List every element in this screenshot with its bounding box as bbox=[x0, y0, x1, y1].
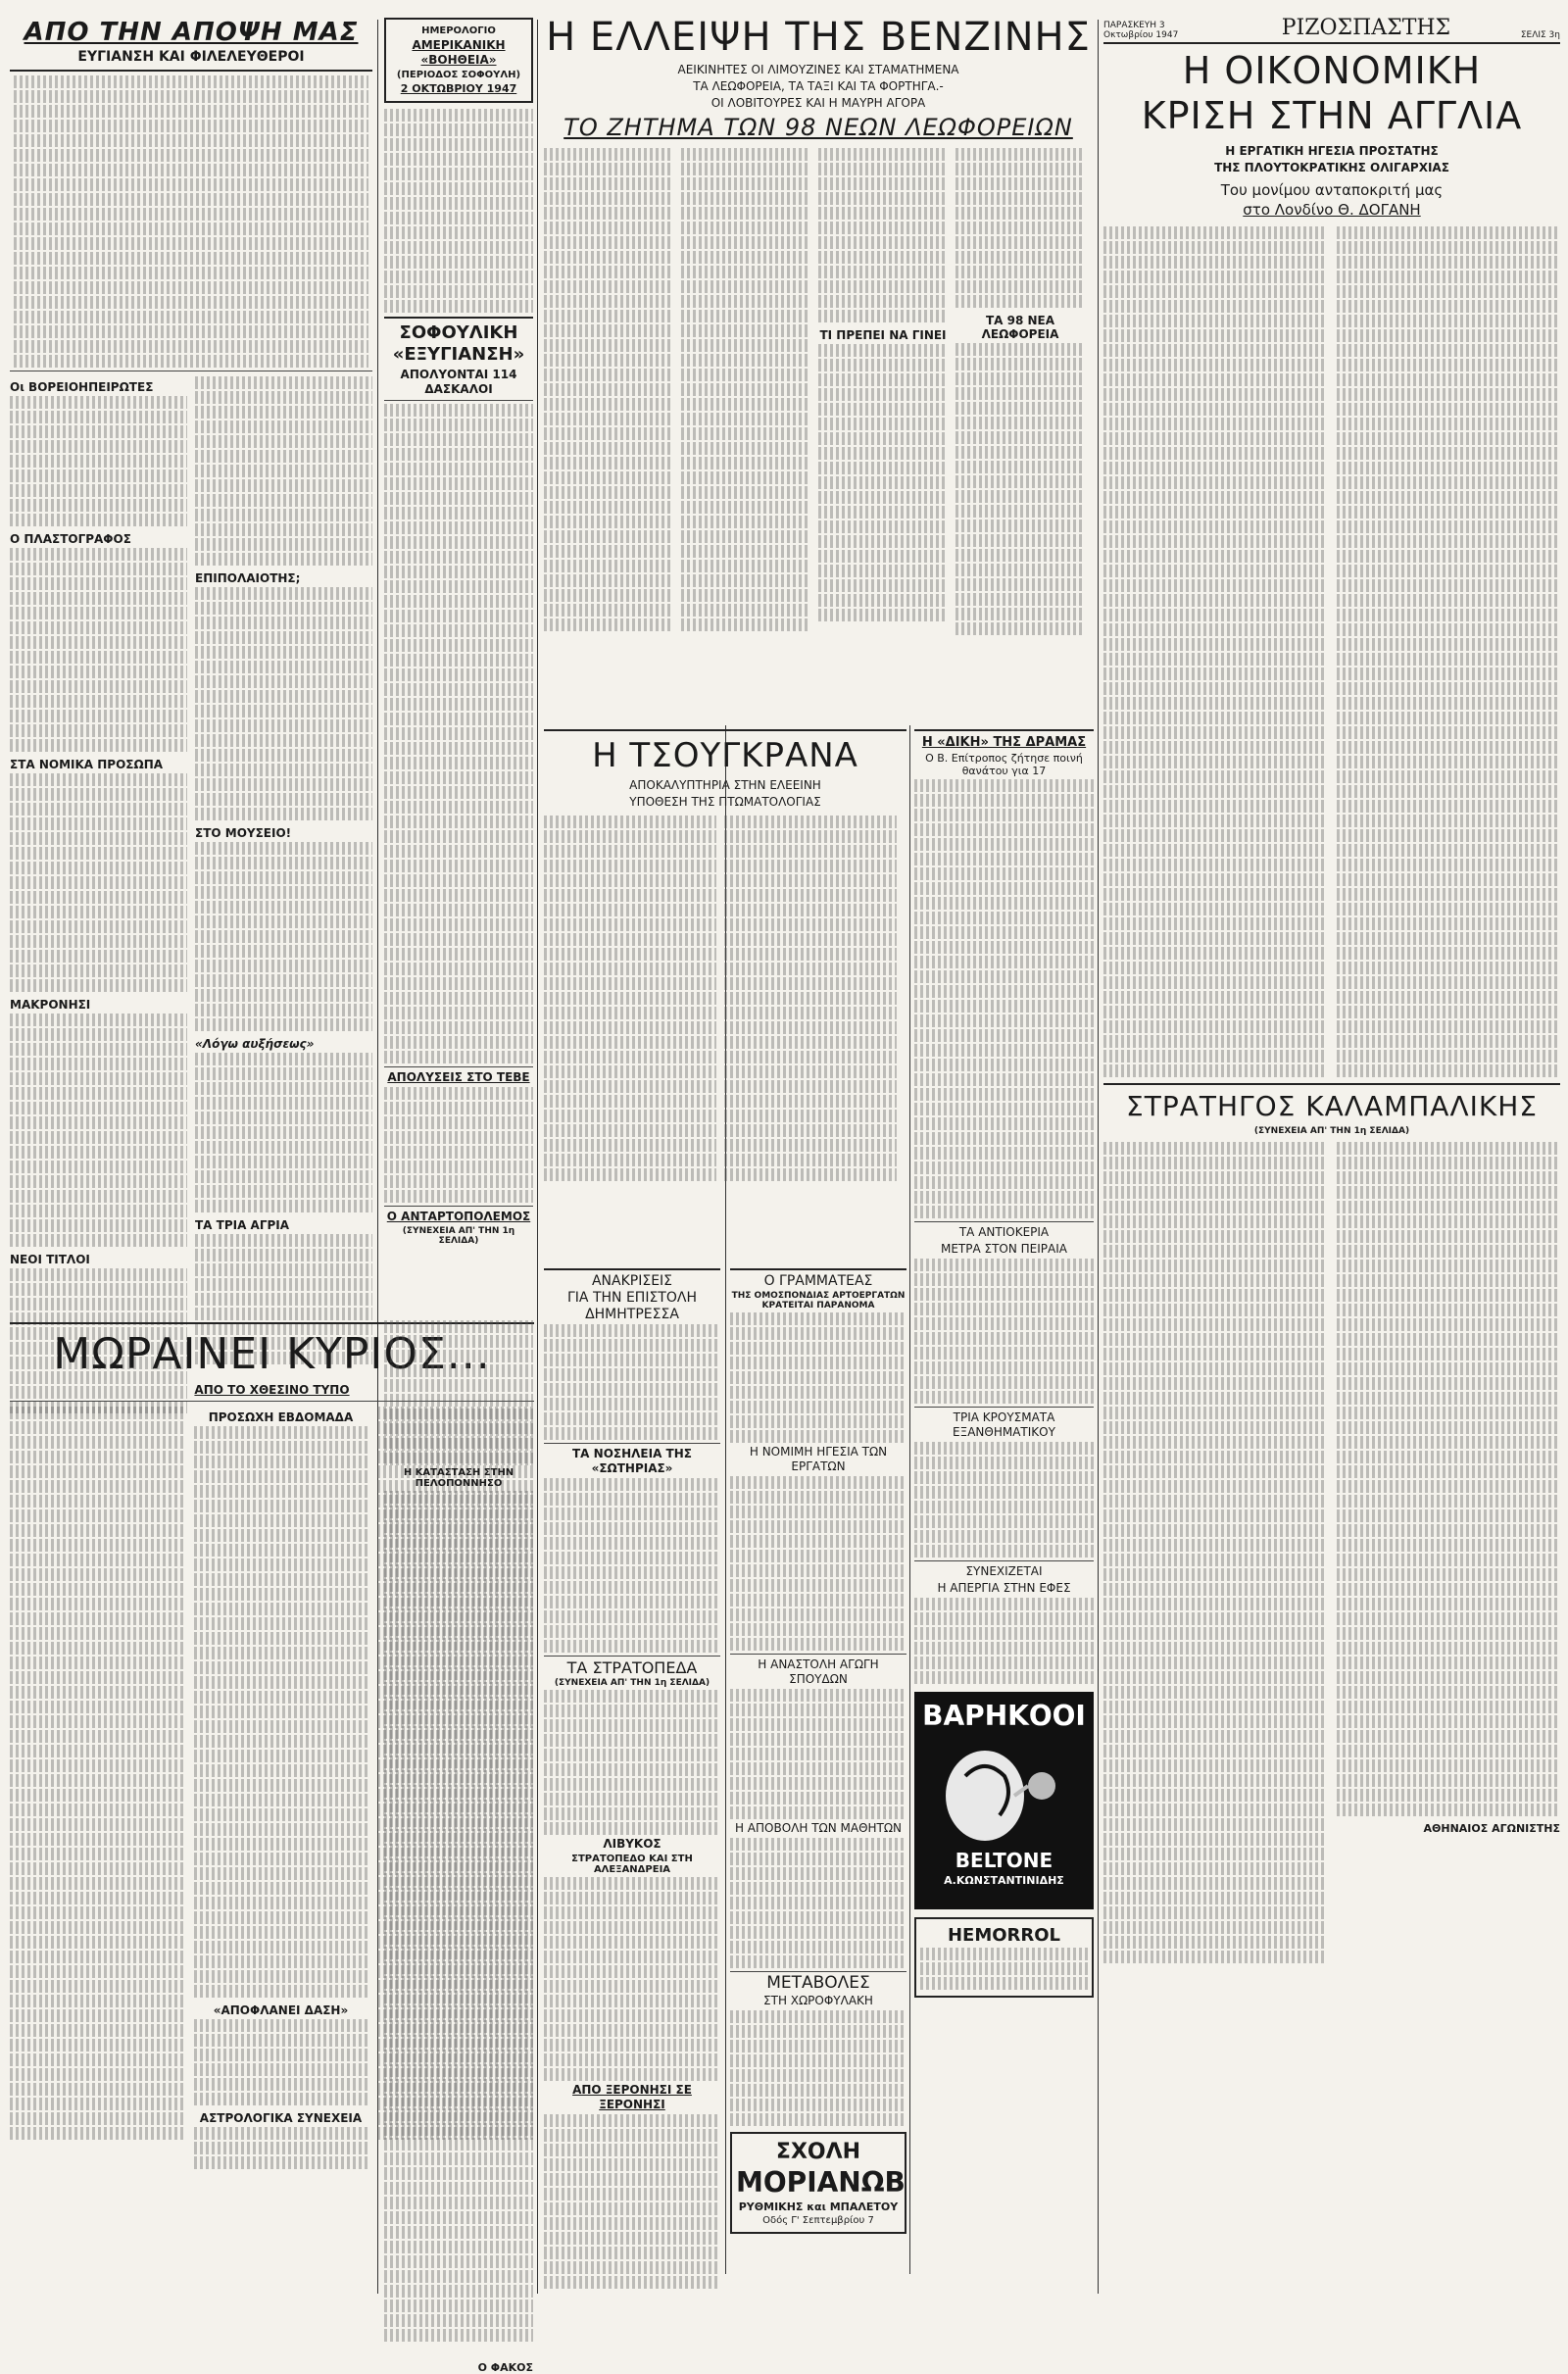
ad-school bbox=[730, 2132, 906, 2234]
column-england bbox=[1103, 0, 1560, 2289]
england-headline-1: Η ΟΙΚΟΝΟΜΙΚΗ bbox=[1182, 49, 1482, 92]
livykos-2: ΣΤΡΑΤΟΠΕΔΟ ΚΑΙ ΣΤΗ ΑΛΕΞΑΝΔΡΕΙΑ bbox=[571, 1854, 693, 1875]
stratopeda-sub: (ΣΥΝΕΧΕΙΑ ΑΠ' ΤΗΝ 1η ΣΕΛΙΔΑ) bbox=[554, 1678, 710, 1688]
metavoles-1: ΜΕΤΑΒΟΛΕΣ bbox=[766, 1973, 870, 1993]
diary-date: 2 ΟΚΤΩΒΡΙΟΥ 1947 bbox=[400, 82, 517, 95]
benzini-col-4 bbox=[956, 146, 1085, 637]
apergia-1: ΣΥΝΕΧΙΖΕΤΑΙ bbox=[965, 1564, 1043, 1578]
benzini-deck-2: ΤΑ ΛΕΩΦΟΡΕΙΑ, ΤΑ ΤΑΞΙ ΚΑΙ ΤΑ ΦΟΡΤΗΓΑ.- bbox=[693, 79, 944, 93]
opinion-title: ΑΠΟ ΤΗΝ ΑΠΟΨΗ ΜΑΣ bbox=[24, 18, 359, 47]
opinion-right-subcolumn bbox=[195, 374, 372, 1415]
metavoles-2: ΣΤΗ ΧΩΡΟΦΥΛΑΚΗ bbox=[763, 1994, 873, 2007]
antiokeria-heading: ΤΑ ΑΝΤΙΟΚΕΡΙΑ bbox=[958, 1225, 1050, 1239]
fakos-signature: Ο ΦΑΚΟΣ bbox=[477, 2361, 533, 2374]
apergia-2: Η ΑΠΕΡΓΙΑ ΣΤΗΝ ΕΦΕΣ bbox=[937, 1581, 1071, 1595]
drama-sub: Ο Β. Επίτροπος ζήτησε ποινή θανάτου για 17 bbox=[925, 752, 1083, 777]
livykos-1: ΛΙΒΥΚΟΣ bbox=[603, 1837, 662, 1851]
antiokeria-sub: ΜΕΤΡΑ ΣΤΟΝ ΠΕΙΡΑΙΑ bbox=[940, 1242, 1067, 1256]
column-diary bbox=[384, 0, 533, 1313]
anakriseis-1: ΑΝΑΚΡΙΣΕΙΣ bbox=[591, 1273, 673, 1289]
ad-school-line-4: Οδός Γ' Σεπτεμβρίου 7 bbox=[762, 2215, 874, 2226]
nosilia-heading: ΤΑ ΝΟΣΗΛΕΙΑ ΤΗΣ «ΣΩΤΗΡΙΑΣ» bbox=[572, 1447, 692, 1475]
lower-middle-left bbox=[544, 1264, 720, 2289]
stratopeda-heading: ΤΑ ΣΤΡΑΤΟΠΕΔΑ bbox=[566, 1658, 698, 1677]
benzini-crosshead-2: ΤΙ ΠΡΕΠΕΙ ΝΑ ΓΙΝΕΙ bbox=[819, 328, 947, 342]
diary-title: ΑΜΕΡΙΚΑΝΙΚΗ «ΒΟΗΘΕΙΑ» bbox=[412, 38, 506, 67]
section-heading: Ο ΠΛΑΣΤΟΓΡΑΦΟΣ bbox=[10, 532, 131, 546]
ad-school-line-3: ΡΥΘΜΙΚΗΣ και ΜΠΑΛΕΤΟΥ bbox=[738, 2201, 899, 2213]
ad-hemorrol bbox=[914, 1917, 1094, 1998]
section-heading: ΣΤΑ ΝΟΜΙΚΑ ΠΡΟΣΩΠΑ bbox=[10, 758, 164, 771]
grammateas-sub: ΤΗΣ ΟΜΟΣΠΟΝΔΙΑΣ ΑΡΤΟΕΡΓΑΤΩΝ ΚΡΑΤΕΙΤΑΙ ΠΑΡΑΝΟΜΑ bbox=[731, 1291, 906, 1311]
ad-school-line-1: ΣΧΟΛΗ bbox=[775, 2140, 861, 2164]
story-drama bbox=[914, 725, 1094, 2289]
xeronisi-heading: ΑΠΟ ΞΕΡΟΝΗΣΙ ΣΕ ΞΕΡΟΝΗΣΙ bbox=[572, 2083, 692, 2111]
benzini-col-3 bbox=[818, 146, 948, 637]
section-heading: ΣΤΟ ΜΟΥΣΕΙΟ! bbox=[195, 826, 292, 840]
section-heading: «Λόγω αυξήσεως» bbox=[195, 1037, 315, 1051]
drama-title: Η «ΔΙΚΗ» ΤΗΣ ΔΡΑΜΑΣ bbox=[921, 735, 1087, 750]
diary-label: ΗΜΕΡΟΛΟΓΙΟ bbox=[421, 25, 496, 36]
ad-beltone-sub: Α.ΚΩΝΣΤΑΝΤΙΝΙΔΗΣ bbox=[944, 1874, 1064, 1887]
general-col-1 bbox=[1103, 1140, 1327, 1965]
england-byline-1: Του μονίμου ανταποκριτή μας bbox=[1220, 181, 1444, 199]
england-deck-1: Η ΕΡΓΑΤΙΚΗ ΗΓΕΣΙΑ ΠΡΟΣΤΑΤΗΣ bbox=[1225, 144, 1439, 158]
antartopolemos-heading: Ο ΑΝΤΑΡΤΟΠΟΛΕΜΟΣ bbox=[386, 1210, 531, 1223]
hearing-aid-illustration bbox=[926, 1737, 1083, 1845]
section-heading: ΜΑΚΡΟΝΗΣΙ bbox=[10, 998, 91, 1012]
diary-box bbox=[384, 18, 533, 103]
benzini-headline: Η ΕΛΛΕΙΨΗ ΤΗΣ ΒΕΝΖΙΝΗΣ bbox=[546, 15, 1091, 60]
ad-varikooi bbox=[914, 1692, 1094, 1909]
grammateas-heading: Ο ΓΡΑΜΜΑΤΕΑΣ bbox=[763, 1273, 873, 1289]
column-diary-lower bbox=[384, 1318, 533, 2374]
general-col-2 bbox=[1337, 1140, 1560, 1965]
story-tsougrana bbox=[544, 725, 906, 1255]
benzini-deck-1: ΑΕΙΚΙΝΗΤΕΣ ΟΙ ΛΙΜΟΥΖΙΝΕΣ ΚΑΙ ΣΤΑΜΑΤΗΜΕΝΑ bbox=[677, 63, 959, 76]
tsougrana-title: Η ΤΣΟΥΓΚΡΑΝΑ bbox=[592, 736, 858, 775]
feature-bottom-heading: ΑΣΤΡΟΛΟΓΙΚΑ ΣΥΝΕΧΕΙΑ bbox=[199, 2111, 363, 2125]
opinion-headline: ΕΥΓΙΑΝΣΗ ΚΑΙ ΦΙΛΕΛΕΥΘΕΡΟΙ bbox=[77, 49, 305, 65]
apovoli-heading: Η ΑΠΟΒΟΛΗ ΤΩΝ ΜΑΘΗΤΩΝ bbox=[734, 1821, 903, 1835]
benzini-deck-3: ΟΙ ΛΟΒΙΤΟΥΡΕΣ ΚΑΙ Η ΜΑΥΡΗ ΑΓΟΡΑ bbox=[710, 96, 926, 110]
benzini-subhead: ΤΟ ΖΗΤΗΜΑ ΤΩΝ 98 ΝΕΩΝ ΛΕΩΦΟΡΕΙΩΝ bbox=[564, 114, 1073, 141]
section-heading: Οι ΒΟΡΕΙΟΗΠΕΙΡΩΤΕΣ bbox=[10, 380, 154, 394]
story-benzini bbox=[544, 0, 1093, 720]
column-opinion bbox=[10, 0, 372, 1313]
diary-period: (ΠΕΡΙΟΔΟΣ ΣΟΦΟΥΛΗ) bbox=[396, 70, 521, 80]
feature-bottom-heading: «ΑΠΟΦΛΑΝΕΙ ΔΑΣΗ» bbox=[213, 2003, 349, 2017]
section-heading: ΝΕΟΙ ΤΙΤΛΟΙ bbox=[10, 1253, 90, 1266]
antartopolemos-sub: (ΣΥΝΕΧΕΙΑ ΑΠ' ΤΗΝ 1η ΣΕΛΙΔΑ) bbox=[402, 1226, 515, 1246]
anakriseis-3: ΔΗΜΗΤΡΕΣΣΑ bbox=[585, 1307, 679, 1322]
benzini-col-2 bbox=[681, 146, 810, 637]
feature-subtitle: ΑΠΟ ΤΟ ΧΘΕΣΙΝΟ ΤΥΠΟ bbox=[194, 1383, 350, 1397]
feature-column-1 bbox=[10, 1405, 184, 2171]
england-headline-2: ΚΡΙΣΗ ΣΤΗΝ ΑΓΓΛΙΑ bbox=[1141, 94, 1523, 137]
opinion-lead-text bbox=[10, 75, 372, 368]
england-col-2 bbox=[1337, 224, 1560, 1079]
krousmata-heading: ΤΡΙΑ ΚΡΟΥΣΜΑΤΑ ΕΞΑΝΘΗΜΑΤΙΚΟΥ bbox=[953, 1410, 1055, 1439]
anakriseis-2: ΓΙΑ ΤΗΝ ΕΠΙΣΤΟΛΗ bbox=[567, 1290, 697, 1306]
section-heading: ΕΠΙΠΟΛΑΙΟΤΗΣ; bbox=[195, 571, 301, 585]
diary-head2-sub: ΑΠΟΛΥΟΝΤΑΙ 114 ΔΑΣΚΑΛΟΙ bbox=[400, 368, 517, 396]
nomimi-heading: Η ΝΟΜΙΜΗ ΗΓΕΣΙΑ ΤΩΝ ΕΡΓΑΤΩΝ bbox=[749, 1445, 888, 1473]
masthead-name: ΡΙΖΟΣΠΑΣΤΗΣ bbox=[1281, 16, 1451, 40]
lower-middle-center bbox=[730, 1264, 906, 2289]
general-signature: ΑΘΗΝΑΙΟΣ ΑΓΩΝΙΣΤΗΣ bbox=[1423, 1822, 1560, 1835]
general-headline: ΣΤΡΑΤΗΓΟΣ ΚΑΛΑΜΠΑΛΙΚΗΣ bbox=[1126, 1090, 1538, 1122]
section-heading: ΤΑ ΤΡΙΑ ΑΓΡΙΑ bbox=[195, 1218, 290, 1232]
benzini-col-1 bbox=[544, 146, 673, 637]
england-deck-2: ΤΗΣ ΠΛΟΥΤΟΚΡΑΤΙΚΗΣ ΟΛΙΓΑΡΧΙΑΣ bbox=[1214, 161, 1449, 174]
england-col-1 bbox=[1103, 224, 1327, 1079]
england-byline-2: στο Λονδίνο Θ. ΔΟΓΑΝΗ bbox=[1243, 201, 1421, 219]
ad-school-line-2: ΜΟΡΙΑΝΩΒ bbox=[736, 2166, 906, 2199]
ad-varikooi-title: ΒΑΡΗΚΟΟΙ bbox=[922, 1700, 1086, 1732]
feature-mid-heading: ΠΡΟΣΩΧΗ ΕΒΔΟΜΑΔΑ bbox=[208, 1410, 354, 1424]
apolyseis-heading: ΑΠΟΛΥΣΕΙΣ ΣΤΟ ΤΕΒΕ bbox=[387, 1070, 530, 1084]
feature-title: ΜΩΡΑΙΝΕΙ ΚΥΡΙΟΣ... bbox=[53, 1329, 491, 1379]
anastoli-heading: Η ΑΝΑΣΤΟΛΗ ΑΓΩΓΗ ΣΠΟΥΔΩΝ bbox=[758, 1657, 879, 1686]
diary-head2: ΣΟΦΟΥΛΙΚΗ «ΕΞΥΓΙΑΝΣΗ» bbox=[392, 322, 525, 365]
feature-column-2 bbox=[194, 1405, 368, 2171]
benzini-crosshead-1: ΤΑ 98 ΝΕΑ ΛΕΩΦΟΡΕΙΑ bbox=[981, 314, 1059, 341]
masthead-date: ΠΑΡΑΣΚΕΥΗ 3 Οκτωβρίου 1947 bbox=[1103, 21, 1179, 40]
opinion-left-subcolumn bbox=[10, 374, 187, 1415]
ad-beltone: BELTONE bbox=[955, 1849, 1054, 1872]
tsougrana-sub-2: ΥΠΟΘΕΣΗ ΤΗΣ ΠΤΩΜΑΤΟΛΟΓΙΑΣ bbox=[629, 795, 821, 809]
general-sub: (ΣΥΝΕΧΕΙΑ ΑΠ' ΤΗΝ 1η ΣΕΛΙΔΑ) bbox=[1253, 1126, 1410, 1136]
masthead-page: ΣΕΛΙΣ 3η bbox=[1520, 30, 1560, 40]
tsougrana-sub-1: ΑΠΟΚΑΛΥΠΤΗΡΙΑ ΣΤΗΝ ΕΛΕΕΙΝΗ bbox=[629, 778, 821, 792]
ad-hemorrol-title: HEMORROL bbox=[947, 1925, 1061, 1946]
katastasi-heading: Η ΚΑΤΑΣΤΑΣΗ ΣΤΗΝ ΠΕΛΟΠΟΝΝΗΣΟ bbox=[403, 1467, 514, 1489]
